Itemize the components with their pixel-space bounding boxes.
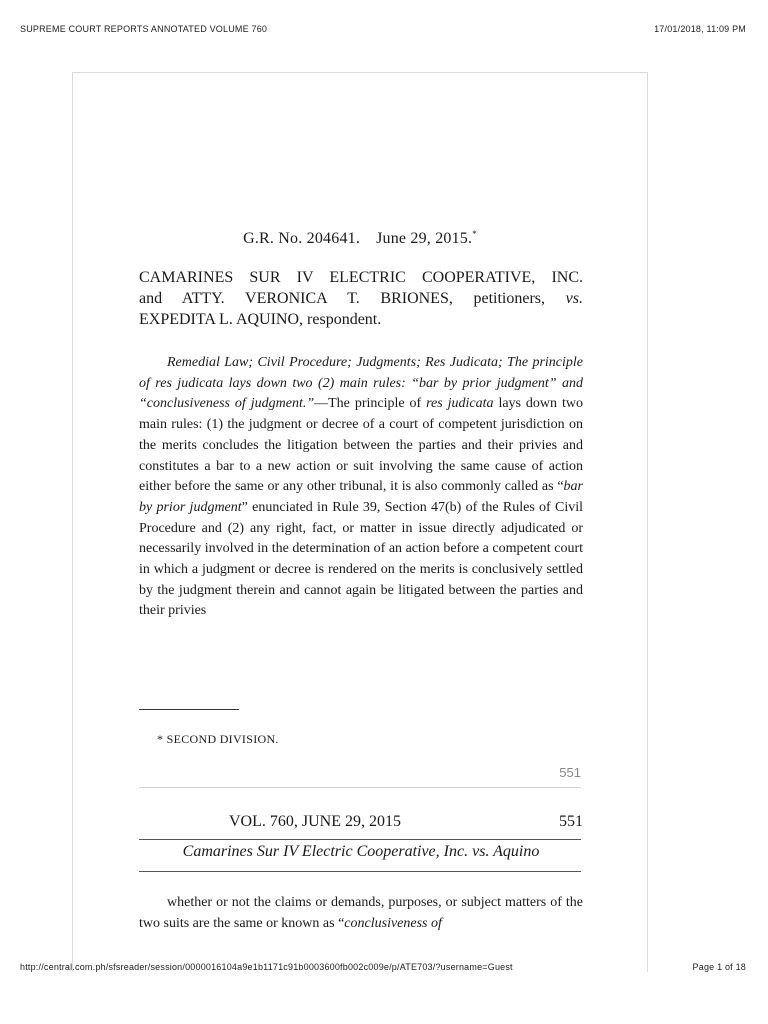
footnote-divider xyxy=(139,709,239,710)
syllabus-text-1: —The principle of xyxy=(314,396,427,412)
syllabus-heading: Remedial Law; Civil Procedure; Judgments; Res Judicata; The principle of res judicata lays down two (2) main rules: “bar by prior judgment” and “conclusiveness of judgment.” xyxy=(139,355,583,412)
gr-number: G.R. No. 204641. xyxy=(243,230,361,247)
print-header-title: SUPREME COURT REPORTS ANNOTATED VOLUME 760 xyxy=(20,24,268,34)
print-footer xyxy=(20,962,746,972)
running-case-title: Camarines Sur IV Electric Cooperative, Inc. vs. Aquino xyxy=(182,843,540,860)
footnote-mark[interactable]: * xyxy=(472,229,477,239)
syllabus-italic-2: bar by prior judgment xyxy=(139,479,583,515)
running-page-number: 551 xyxy=(559,813,583,830)
header-rule-bottom xyxy=(139,871,581,872)
print-footer-url[interactable]: http://central.com.ph/sfsreader/session/0000016104a9e1b1171c91b0003600fb002c009e/p/ATE703/?username=Guest xyxy=(20,962,513,972)
parties-block xyxy=(139,267,583,330)
syllabus-italic-1: res judicata xyxy=(426,396,494,412)
print-footer-page-count: Page 1 of 18 xyxy=(692,962,746,972)
versus-label: vs. xyxy=(565,290,583,307)
syllabus-text-2: lays down two main rules: (1) the judgment or decree of a court of competent jurisdiction on the merits concludes the litigation between the parties and their privies and constitutes a bar to a new action or suit involving the same cause of action either before the same or any other tribunal, it is also commonly called as “ xyxy=(139,396,583,495)
footnote-text: * SECOND DIVISION. xyxy=(157,732,279,746)
case-number-line xyxy=(73,229,647,248)
continuation-italic: conclusiveness of xyxy=(344,915,442,931)
parties-line-2 xyxy=(139,288,583,309)
decision-date: June 29, 2015. xyxy=(376,230,473,247)
print-header-timestamp: 17/01/2018, 11:09 PM xyxy=(654,24,746,34)
document-page xyxy=(72,72,648,972)
parties-line-1: CAMARINES SUR IV ELECTRIC COOPERATIVE, INC. xyxy=(139,269,583,286)
parties-line-3: EXPEDITA L. AQUINO, respondent. xyxy=(139,311,382,328)
syllabus-paragraph xyxy=(139,353,583,622)
print-header xyxy=(20,24,746,34)
header-rule-top xyxy=(139,839,581,840)
continuation-text: whether or not the claims or demands, purposes, or subject matters of the two suits are the same or known as “ xyxy=(139,895,583,931)
page-separator xyxy=(139,787,581,788)
syllabus-text-3: ” enunciated in Rule 39, Section 47(b) of the Rules of Civil Procedure and (2) any right, fact, or matter in issue directly adjudicated or necessarily involved in the determination of an action before a competent court in which a judgment or decree is rendered on the merits is conclusively settled by the judgment therein and cannot again be litigated between the parties and their privies xyxy=(139,499,583,619)
continuation-paragraph xyxy=(139,893,583,934)
volume-label: VOL. 760, JUNE 29, 2015 xyxy=(229,813,401,830)
page-number-marker: 551 xyxy=(559,765,581,780)
parties-petitioners: and ATTY. VERONICA T. BRIONES, petitioners, xyxy=(139,290,546,307)
